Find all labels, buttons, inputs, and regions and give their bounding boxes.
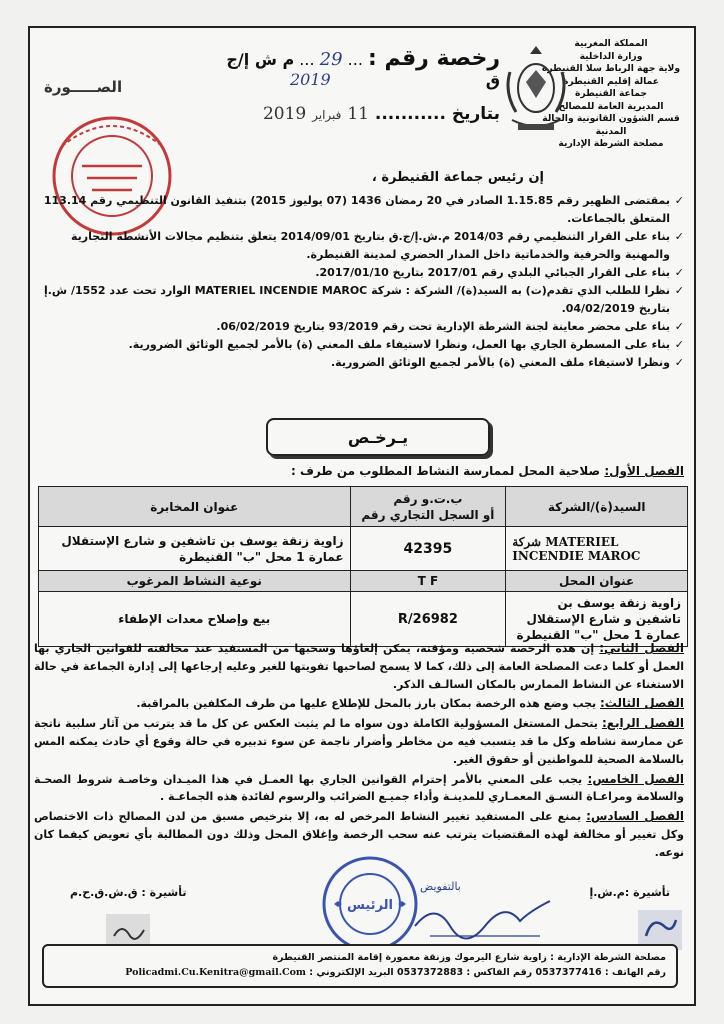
article-title: الفصل الرابع:: [602, 716, 684, 731]
phone-value: 0537377416: [535, 967, 602, 978]
article-text: يمنع على المستفيد تغيير النشاط المرخص له به، إلا بترخيص مسبق من لدن المصالح ذات الاختصاص وكل تغيير أو مخالفة لهذه المقتضيات يترتب عنه سحب الرخصة وإغلاق المحل وذلك دون المطالبة بأي تعويض كيفما كان نوعه.: [34, 810, 684, 859]
activity-value: بيع وإصلاح معدات الإطفاء: [39, 592, 351, 647]
article-text: يجب على المعني بالأمر إحترام القوانين الجاري بها العمـل في هذا الميـدان وخاصـة شروط الصحـة والسلامة ومراعـاة النسـق المعمـاري للمدينـة وأداء جميـع الضرائب والرسوم لفائدة هذه الجماعـة .: [34, 772, 684, 804]
header-activity: نوعية النشاط المرغوب: [39, 571, 351, 592]
license-dots: ...: [299, 50, 315, 69]
considerant-item: ✓ بناء على المسطرة الجاري بها العمل، ونظرا لاستيفاء ملف المعني (ة) بالأمر لجميع الوثائق الضرورية.: [34, 336, 684, 354]
header-tf: T F: [350, 571, 506, 592]
license-dots: ...: [347, 50, 363, 69]
phone-label: رقم الهاتف :: [604, 967, 666, 978]
issuer-line: جماعة القنيطرة: [574, 88, 648, 99]
president-stamp-text: الرئيس: [347, 898, 393, 913]
header-id: ب.ت.و رقم أو السجل التجاري رقم: [350, 487, 506, 527]
issuer-line: ولاية جهة الرباط سلا القنيطرة: [541, 63, 681, 74]
article-text: إن هذه الرخصة شخصية ومؤقتة، يمكن إلغاؤها وسحبها من المستفيد عند مخالفته للقوانين الجاري بها العمل أو كلما دعت المصلحة العامة إلى ذلك، كما لا يسمح لصاحبها تفويتها للغير وعليه إرجاعها إلى إدارة الجماعة في حالة الاستغناء عن النشاط الممارس بالمكان السالـف الذكر.: [34, 642, 684, 691]
handwritten-signature-icon: [410, 896, 560, 946]
correspondence-address-value: زاوية زنقة يوسف بن تاشفين و شارع الإستقلال عمارة 1 محل "ب" القنيطرة: [39, 527, 351, 571]
footer-contact: [42, 944, 678, 988]
footer-address: مصلحة الشرطة الإدارية : زاوية شارع اليرموك وزنقة معمورة إقامة المنتصر القنيطرة: [272, 952, 666, 963]
considerant-item: ✓ نظرا للطلب الذي تقدم(ت) به السيد(ة)/ الشركة : شركة MATERIEL INCENDIE MAROC الوارد تحت عدد 1552/ ش.إ بتاريخ 04/02/2019.: [34, 282, 684, 318]
considerant-item: ✓ بناء على القرار التنظيمي رقم 2014/03 م.ش.إ/ج.ق بتاريخ 2014/09/01 يتعلق بتنظيم مجالات الأنشطة التجارية والمهنية والحرفية والخدماتية داخل المدار الحضري لمدينة القنيطرة.: [34, 228, 684, 264]
license-title-block: رخصة رقم : ... 29 ... م ش إ/ج ق 2019 بتاريخ ........... 11 فبراير 2019: [226, 46, 500, 124]
issuer-line: المملكة المغربية: [574, 38, 648, 49]
issuer-line: عمالة إقليم القنيطرة: [563, 75, 659, 87]
article: [34, 640, 684, 693]
considerant-item: ✓ ونظرا لاستيفاء ملف المعني (ة) بالأمر لجميع الوثائق الضرورية.: [34, 354, 684, 372]
tf-value: R/26982: [350, 592, 506, 647]
visa-right-label: تأشيرة :م.ش.إ: [589, 886, 670, 899]
fax-label: رقم الفاكس :: [466, 967, 533, 978]
article: [34, 715, 684, 768]
photo-heading: الصـــــورة: [44, 78, 123, 96]
license-number: 29: [319, 49, 343, 70]
issuer-line: مصلحة الشرطة الإدارية: [558, 138, 664, 149]
issuer-line: وزارة الداخلية: [579, 50, 643, 62]
article-title: الفصل الثالث:: [600, 696, 684, 711]
license-document: [28, 26, 696, 1006]
delegation-note: بالتفويض: [420, 880, 461, 893]
chapter-one: [291, 464, 684, 478]
coat-of-arms-icon: [500, 42, 572, 138]
issuer-line: المديرية العامة للمصالح: [558, 100, 664, 112]
article-title: الفصل الخامس:: [587, 771, 684, 786]
date-label: بتاريخ: [451, 104, 500, 124]
date-year: 2019: [262, 104, 307, 124]
fax-value: 0537372883: [396, 967, 464, 978]
article: [34, 695, 684, 713]
person-value: شركة MATERIEL INCENDIE MAROC: [506, 527, 688, 571]
chapter-one-title: الفصل الأول:: [604, 464, 684, 478]
email-value: Policadmi.Cu.Kenitra@gmail.Com: [125, 967, 306, 978]
considerant-item: ✓ بناء على القرار الجبائي البلدي رقم 2017/01 بتاريخ 2017/01/10.: [34, 264, 684, 282]
date-month: فبراير: [312, 108, 342, 122]
license-details-table: [38, 486, 688, 647]
article-title: الفصل الثاني:: [599, 641, 684, 655]
considerant-item: ✓ بمقتضى الظهير رقم 1.15.85 الصادر في 20 رمضان 1436 (07 يوليوز 2015) بتنفيذ القانون التنظيمي رقم 113.14 المتعلق بالجماعات.: [34, 192, 684, 228]
header-person: السيد(ة)/الشركة: [506, 487, 688, 527]
articles-section: [34, 640, 684, 864]
visa-left-label: تأشيرة : ق.ش.ق.ح.م: [70, 886, 187, 899]
considerant-item: ✓ بناء على محضر معاينة لجنة الشرطة الإدارية تحت رقم 93/2019 بتاريخ 06/02/2019.: [34, 318, 684, 336]
license-suffix: م ش إ/ج ق: [226, 50, 500, 90]
considerants-list: [34, 192, 684, 372]
article-title: الفصل السادس:: [586, 809, 684, 824]
chapter-one-text: صلاحية المحل لممارسة النشاط المطلوب من طرف :: [290, 464, 601, 478]
article-text: يجب وضع هذه الرخصة بمكان بارز بالمحل للإطلاع عليها من طرف المكلفين بالمراقبة.: [136, 697, 597, 711]
license-title: رخصة رقم :: [368, 46, 500, 71]
license-year-handwritten: 2019: [290, 70, 331, 89]
id-value: 42395: [350, 527, 506, 571]
decision-heading: يـرخـص: [266, 418, 490, 456]
location-value: زاوية زنقة يوسف بن تاشفين و شارع الإستقلال عمارة 1 محل "ب" القنيطرة: [506, 592, 688, 647]
article-text: يتحمل المستغل المسؤولية الكاملة دون سواه ما لم يثبت العكس عن كل ما قد يترتب من آثار سلبية ناتجة عن ممارسة نشاطه وكل ما قد يتسبب فيه من مخاطر وأضرار ناجمة عن سوء تدبيره في حالة وقوع أي حادث يمكنه المس بالسلامة الصحية للمواطنين أو حقوق الغير.: [34, 717, 684, 766]
president-stamp-icon: [320, 854, 420, 954]
addressee: إن رئيس جماعة القنيطرة ،: [371, 170, 544, 185]
article: [34, 771, 684, 807]
issuer-line: قسم الشؤون القانونية والحالة المدنية: [542, 113, 680, 137]
date-day: 11: [347, 104, 369, 124]
email-label: البريد الإلكتروني :: [309, 967, 394, 978]
header-address: عنوان المخابرة: [39, 487, 351, 527]
header-location: عنوان المحل: [506, 571, 688, 592]
